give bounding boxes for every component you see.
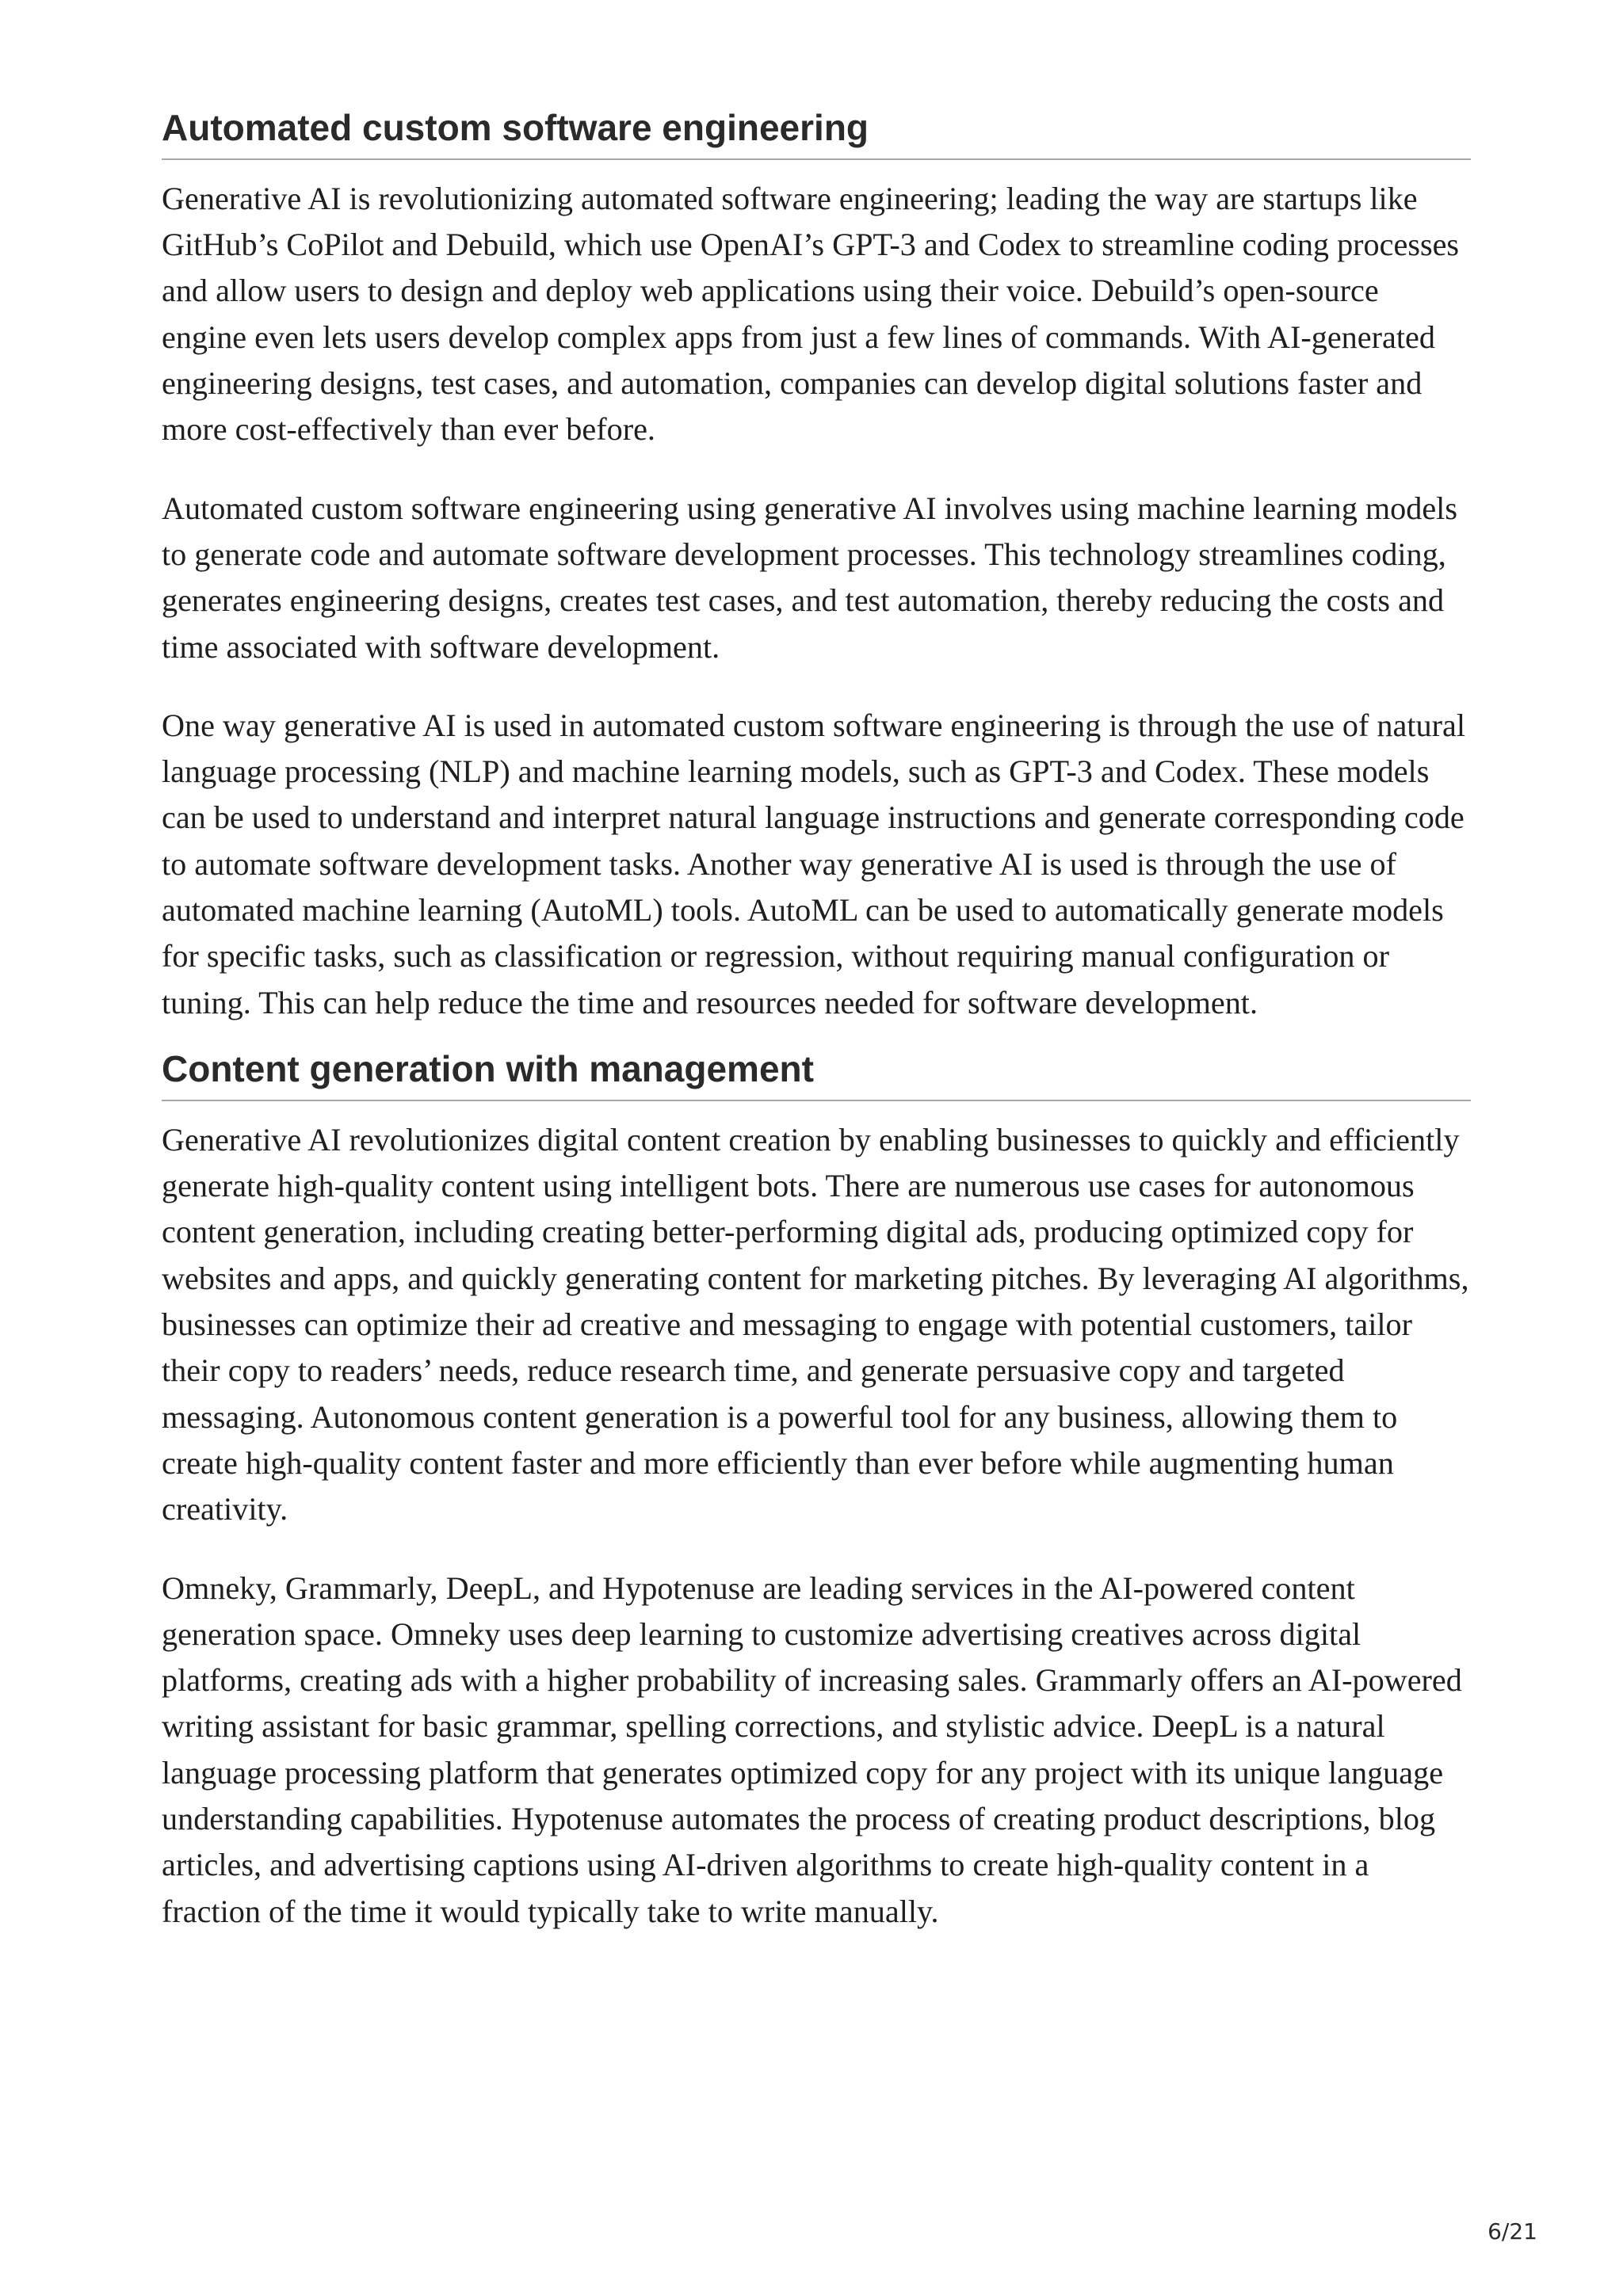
- section-heading: Automated custom software engineering: [162, 107, 1471, 160]
- paragraph: Generative AI revolutionizes digital content creation by enabling businesses to quickly and efficiently generate high-quality content using intelligent bots. There are numerous use cases for autonomous content generation, including creating better-performing digital ads, producing optimized copy for websites and apps, and quickly generating content for marketing pitches. By leveraging AI algorithms, businesses can optimize their ad creative and messaging to engage with potential customers, tailor their copy to readers’ needs, reduce research time, and generate persuasive copy and targeted messaging. Autonomous content generation is a powerful tool for any business, allowing them to create high-quality content faster and more efficiently than ever before while augmenting human creativity.: [162, 1121, 1469, 1527]
- paragraph: Generative AI is revolutionizing automated software engineering; leading the way are startups like GitHub’s CoPilot and Debuild, which use OpenAI’s GPT-3 and Codex to streamline coding processes and allow users to design and deploy web applications using their voice. Debuild’s open-source engine even lets users develop complex apps from just a few lines of commands. With AI-generated engineering designs, test cases, and automation, companies can develop digital solutions faster and more cost-effectively than ever before.: [162, 180, 1460, 448]
- document-page: [162, 107, 1471, 1935]
- paragraph: One way generative AI is used in automated custom software engineering is through the use of natural language processing (NLP) and machine learning models, such as GPT-3 and Codex. These models can be used to understand and interpret natural language instructions and generate corresponding code to automate software development tasks. Another way generative AI is used is through the use of automated machine learning (AutoML) tools. AutoML can be used to automatically generate models for specific tasks, such as classification or regression, without requiring manual configuration or tuning. This can help reduce the time and resources needed for software development.: [162, 707, 1465, 1020]
- page-number: 6/21: [1487, 2218, 1537, 2245]
- paragraph: Omneky, Grammarly, DeepL, and Hypotenuse are leading services in the AI-powered content generation space. Omneky uses deep learning to customize advertising creatives across digital platforms, creating ads with a higher probability of increasing sales. Grammarly offers an AI-powered writing assistant for basic grammar, spelling corrections, and stylistic advice. DeepL is a natural language processing platform that generates optimized copy for any project with its unique language understanding capabilities. Hypotenuse automates the process of creating product descriptions, blog articles, and advertising captions using AI-driven algorithms to create high-quality content in a fraction of the time it would typically take to write manually.: [162, 1569, 1462, 1929]
- paragraph: Automated custom software engineering using generative AI involves using machine learning models to generate code and automate software development processes. This technology streamlines coding, generates engineering designs, creates test cases, and test automation, thereby reducing the costs and time associated with software development.: [162, 490, 1457, 665]
- section-heading: Content generation with management: [162, 1048, 1471, 1101]
